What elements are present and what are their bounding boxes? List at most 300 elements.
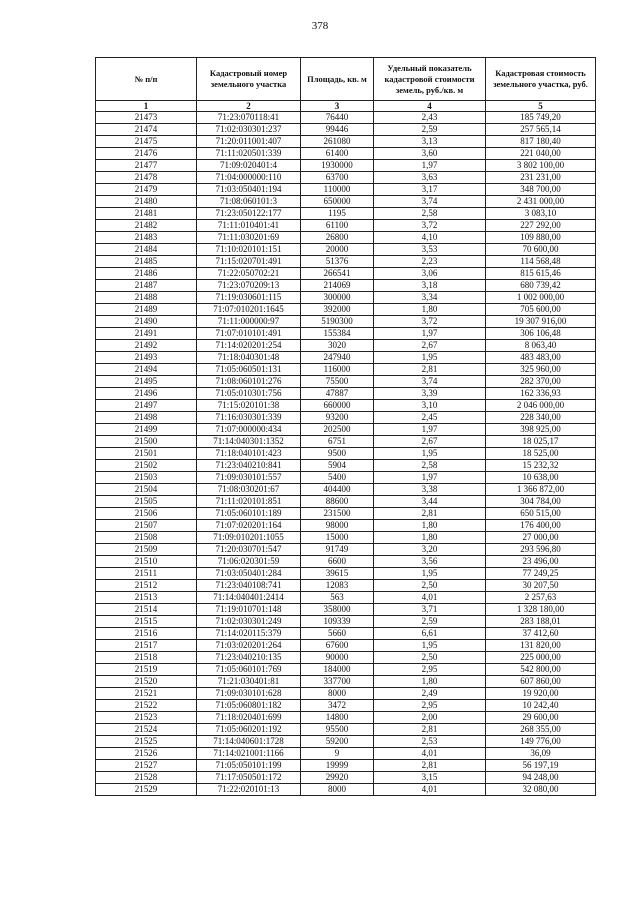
row-number-cell: 21476 <box>96 148 197 160</box>
table-row <box>96 376 596 388</box>
specific-value-cell: 1,97 <box>374 160 486 172</box>
cadastral-value-cell: 817 180,40 <box>486 136 596 148</box>
row-number-cell: 21478 <box>96 172 197 184</box>
table-row <box>96 244 596 256</box>
row-number-cell: 21517 <box>96 640 197 652</box>
row-number-cell: 21512 <box>96 580 197 592</box>
cadastral-number-cell: 71:18:020401:699 <box>197 712 301 724</box>
cadastral-value-cell: 283 188,01 <box>486 616 596 628</box>
specific-value-cell: 3,39 <box>374 388 486 400</box>
header-cadastral-number: Кадастровый номер земельного участка <box>197 58 301 101</box>
table-row <box>96 556 596 568</box>
table-row <box>96 388 596 400</box>
row-number-cell: 21491 <box>96 328 197 340</box>
area-cell: 88600 <box>301 496 374 508</box>
page-number: 378 <box>311 20 329 32</box>
cadastral-value-cell: 325 960,00 <box>486 364 596 376</box>
table-row <box>96 196 596 208</box>
table-row <box>96 448 596 460</box>
table-row <box>96 424 596 436</box>
table-row <box>96 772 596 784</box>
cadastral-value-cell: 282 370,00 <box>486 376 596 388</box>
specific-value-cell: 4,01 <box>374 748 486 760</box>
cadastral-number-cell: 71:05:060501:131 <box>197 364 301 376</box>
cadastral-number-cell: 71:23:040210:135 <box>197 652 301 664</box>
table-row <box>96 268 596 280</box>
specific-value-cell: 2,45 <box>374 412 486 424</box>
row-number-cell: 21502 <box>96 460 197 472</box>
row-number-cell: 21481 <box>96 208 197 220</box>
area-cell: 337700 <box>301 676 374 688</box>
row-number-cell: 21497 <box>96 400 197 412</box>
cadastral-value-cell: 398 925,00 <box>486 424 596 436</box>
area-cell: 109339 <box>301 616 374 628</box>
area-cell: 47887 <box>301 388 374 400</box>
cadastral-number-cell: 71:11:000000:97 <box>197 316 301 328</box>
cadastral-number-cell: 71:14:040601:1728 <box>197 736 301 748</box>
area-cell: 9 <box>301 748 374 760</box>
cadastral-value-cell: 18 025,17 <box>486 436 596 448</box>
area-cell: 8000 <box>301 784 374 796</box>
cadastral-number-cell: 71:17:050501:172 <box>197 772 301 784</box>
cadastral-value-cell: 23 496,00 <box>486 556 596 568</box>
specific-value-cell: 1,95 <box>374 448 486 460</box>
area-cell: 202500 <box>301 424 374 436</box>
cadastral-value-cell: 36,09 <box>486 748 596 760</box>
cadastral-number-cell: 71:05:060101:189 <box>197 508 301 520</box>
table-row <box>96 604 596 616</box>
specific-value-cell: 2,81 <box>374 364 486 376</box>
cadastral-number-cell: 71:20:011001:407 <box>197 136 301 148</box>
specific-value-cell: 1,97 <box>374 424 486 436</box>
specific-value-cell: 4,10 <box>374 232 486 244</box>
specific-value-cell: 3,20 <box>374 544 486 556</box>
row-number-cell: 21529 <box>96 784 197 796</box>
specific-value-cell: 3,10 <box>374 400 486 412</box>
cadastral-value-cell: 77 249,25 <box>486 568 596 580</box>
cadastral-value-cell: 185 749,20 <box>486 112 596 124</box>
row-number-cell: 21496 <box>96 388 197 400</box>
cadastral-value-cell: 8 063,40 <box>486 340 596 352</box>
specific-value-cell: 1,97 <box>374 328 486 340</box>
row-number-cell: 21498 <box>96 412 197 424</box>
specific-value-cell: 2,67 <box>374 340 486 352</box>
area-cell: 63700 <box>301 172 374 184</box>
specific-value-cell: 1,80 <box>374 304 486 316</box>
cadastral-value-cell: 257 565,14 <box>486 124 596 136</box>
area-cell: 61100 <box>301 220 374 232</box>
cadastral-value-cell: 705 600,00 <box>486 304 596 316</box>
table-row <box>96 484 596 496</box>
cadastral-number-cell: 71:07:000000:434 <box>197 424 301 436</box>
specific-value-cell: 3,72 <box>374 316 486 328</box>
cadastral-number-cell: 71:08:060101:276 <box>197 376 301 388</box>
row-number-cell: 21490 <box>96 316 197 328</box>
area-cell: 5190300 <box>301 316 374 328</box>
specific-value-cell: 3,74 <box>374 376 486 388</box>
row-number-cell: 21508 <box>96 532 197 544</box>
area-cell: 39615 <box>301 568 374 580</box>
table-row <box>96 316 596 328</box>
cadastral-number-cell: 71:23:070209:13 <box>197 280 301 292</box>
row-number-cell: 21520 <box>96 676 197 688</box>
specific-value-cell: 1,80 <box>374 520 486 532</box>
row-number-cell: 21501 <box>96 448 197 460</box>
area-cell: 300000 <box>301 292 374 304</box>
cadastral-value-cell: 268 355,00 <box>486 724 596 736</box>
specific-value-cell: 3,13 <box>374 136 486 148</box>
area-cell: 91749 <box>301 544 374 556</box>
table-row <box>96 352 596 364</box>
column-number: 4 <box>374 101 486 112</box>
cadastral-number-cell: 71:05:010301:756 <box>197 388 301 400</box>
specific-value-cell: 4,01 <box>374 784 486 796</box>
row-number-cell: 21489 <box>96 304 197 316</box>
specific-value-cell: 2,53 <box>374 736 486 748</box>
column-number: 2 <box>197 101 301 112</box>
specific-value-cell: 3,38 <box>374 484 486 496</box>
cadastral-number-cell: 71:05:060101:769 <box>197 664 301 676</box>
area-cell: 51376 <box>301 256 374 268</box>
specific-value-cell: 3,63 <box>374 172 486 184</box>
column-number: 1 <box>96 101 197 112</box>
cadastral-number-cell: 71:03:020201:264 <box>197 640 301 652</box>
table-row <box>96 676 596 688</box>
cadastral-number-cell: 71:05:060201:192 <box>197 724 301 736</box>
cadastral-value-cell: 109 880,00 <box>486 232 596 244</box>
table-row <box>96 148 596 160</box>
row-number-cell: 21504 <box>96 484 197 496</box>
table-row <box>96 748 596 760</box>
row-number-cell: 21509 <box>96 544 197 556</box>
cadastral-value-cell: 680 739,42 <box>486 280 596 292</box>
row-number-cell: 21488 <box>96 292 197 304</box>
table-row <box>96 544 596 556</box>
row-number-cell: 21485 <box>96 256 197 268</box>
area-cell: 404400 <box>301 484 374 496</box>
area-cell: 6600 <box>301 556 374 568</box>
table-row <box>96 292 596 304</box>
row-number-cell: 21487 <box>96 280 197 292</box>
area-cell: 26800 <box>301 232 374 244</box>
area-cell: 67600 <box>301 640 374 652</box>
cadastral-number-cell: 71:07:020201:164 <box>197 520 301 532</box>
table-row <box>96 436 596 448</box>
specific-value-cell: 2,50 <box>374 652 486 664</box>
row-number-cell: 21482 <box>96 220 197 232</box>
row-number-cell: 21522 <box>96 700 197 712</box>
cadastral-value-cell: 56 197,19 <box>486 760 596 772</box>
area-cell: 3020 <box>301 340 374 352</box>
specific-value-cell: 2,81 <box>374 760 486 772</box>
cadastral-number-cell: 71:11:020501:339 <box>197 148 301 160</box>
cadastral-value-cell: 176 400,00 <box>486 520 596 532</box>
area-cell: 214069 <box>301 280 374 292</box>
table-row <box>96 496 596 508</box>
specific-value-cell: 2,58 <box>374 208 486 220</box>
specific-value-cell: 3,18 <box>374 280 486 292</box>
cadastral-value-cell: 19 307 916,00 <box>486 316 596 328</box>
specific-value-cell: 3,72 <box>374 220 486 232</box>
row-number-cell: 21526 <box>96 748 197 760</box>
specific-value-cell: 2,00 <box>374 712 486 724</box>
specific-value-cell: 1,95 <box>374 640 486 652</box>
table-row <box>96 760 596 772</box>
cadastral-number-cell: 71:08:060101:3 <box>197 196 301 208</box>
cadastral-value-cell: 221 040,00 <box>486 148 596 160</box>
cadastral-number-cell: 71:23:070118:41 <box>197 112 301 124</box>
cadastral-number-cell: 71:14:021001:1166 <box>197 748 301 760</box>
table-row <box>96 328 596 340</box>
row-number-cell: 21518 <box>96 652 197 664</box>
cadastral-value-cell: 1 328 180,00 <box>486 604 596 616</box>
table-row <box>96 628 596 640</box>
specific-value-cell: 3,34 <box>374 292 486 304</box>
row-number-cell: 21503 <box>96 472 197 484</box>
row-number-cell: 21514 <box>96 604 197 616</box>
header-area: Площадь, кв. м <box>301 58 374 101</box>
table-row <box>96 472 596 484</box>
cadastral-number-cell: 71:06:020301:59 <box>197 556 301 568</box>
row-number-cell: 21477 <box>96 160 197 172</box>
cadastral-number-cell: 71:19:030601:115 <box>197 292 301 304</box>
area-cell: 5660 <box>301 628 374 640</box>
specific-value-cell: 3,44 <box>374 496 486 508</box>
specific-value-cell: 2,43 <box>374 112 486 124</box>
specific-value-cell: 3,74 <box>374 196 486 208</box>
specific-value-cell: 2,59 <box>374 124 486 136</box>
table-row <box>96 304 596 316</box>
table-row <box>96 568 596 580</box>
area-cell: 116000 <box>301 364 374 376</box>
row-number-cell: 21511 <box>96 568 197 580</box>
cadastral-value-cell: 70 600,00 <box>486 244 596 256</box>
specific-value-cell: 1,80 <box>374 532 486 544</box>
cadastral-number-cell: 71:03:050401:284 <box>197 568 301 580</box>
table-row <box>96 220 596 232</box>
table-row <box>96 724 596 736</box>
area-cell: 266541 <box>301 268 374 280</box>
row-number-cell: 21499 <box>96 424 197 436</box>
cadastral-number-cell: 71:08:030201:67 <box>197 484 301 496</box>
cadastral-number-cell: 71:21:030401:81 <box>197 676 301 688</box>
area-cell: 20000 <box>301 244 374 256</box>
header-specific-value: Удельный показатель кадастровой стоимости земель, руб./кв. м <box>374 58 486 101</box>
cadastral-value-cell: 304 784,00 <box>486 496 596 508</box>
table-row <box>96 688 596 700</box>
area-cell: 231500 <box>301 508 374 520</box>
cadastral-value-cell: 94 248,00 <box>486 772 596 784</box>
table-row <box>96 184 596 196</box>
table-row <box>96 700 596 712</box>
table-row <box>96 592 596 604</box>
cadastral-number-cell: 71:10:020101:151 <box>197 244 301 256</box>
cadastral-value-cell: 10 638,00 <box>486 472 596 484</box>
table-row <box>96 532 596 544</box>
row-number-cell: 21527 <box>96 760 197 772</box>
table-row <box>96 736 596 748</box>
column-number: 3 <box>301 101 374 112</box>
area-cell: 99446 <box>301 124 374 136</box>
row-number-cell: 21519 <box>96 664 197 676</box>
row-number-cell: 21505 <box>96 496 197 508</box>
specific-value-cell: 6,61 <box>374 628 486 640</box>
specific-value-cell: 3,06 <box>374 268 486 280</box>
cadastral-number-cell: 71:22:050702:21 <box>197 268 301 280</box>
cadastral-value-cell: 542 800,00 <box>486 664 596 676</box>
table-row <box>96 340 596 352</box>
cadastral-number-cell: 71:05:050101:199 <box>197 760 301 772</box>
area-cell: 660000 <box>301 400 374 412</box>
cadastral-value-cell: 1 002 000,00 <box>486 292 596 304</box>
table-row <box>96 124 596 136</box>
cadastral-value-cell: 607 860,00 <box>486 676 596 688</box>
area-cell: 8000 <box>301 688 374 700</box>
cadastral-number-cell: 71:15:020101:38 <box>197 400 301 412</box>
table-row <box>96 664 596 676</box>
specific-value-cell: 3,53 <box>374 244 486 256</box>
row-number-cell: 21525 <box>96 736 197 748</box>
cadastral-value-cell: 27 000,00 <box>486 532 596 544</box>
row-number-cell: 21484 <box>96 244 197 256</box>
specific-value-cell: 3,71 <box>374 604 486 616</box>
specific-value-cell: 3,56 <box>374 556 486 568</box>
table-row <box>96 460 596 472</box>
table-row <box>96 136 596 148</box>
cadastral-value-cell: 29 600,00 <box>486 712 596 724</box>
table-row <box>96 280 596 292</box>
cadastral-number-cell: 71:11:030201:69 <box>197 232 301 244</box>
row-number-cell: 21492 <box>96 340 197 352</box>
table-row <box>96 112 596 124</box>
specific-value-cell: 1,95 <box>374 568 486 580</box>
cadastral-value-cell: 348 700,00 <box>486 184 596 196</box>
cadastral-number-cell: 71:14:040301:1352 <box>197 436 301 448</box>
row-number-cell: 21494 <box>96 364 197 376</box>
row-number-cell: 21479 <box>96 184 197 196</box>
cadastral-number-cell: 71:19:010701:148 <box>197 604 301 616</box>
area-cell: 59200 <box>301 736 374 748</box>
cadastral-value-cell: 650 515,00 <box>486 508 596 520</box>
row-number-cell: 21528 <box>96 772 197 784</box>
specific-value-cell: 1,95 <box>374 352 486 364</box>
row-number-cell: 21495 <box>96 376 197 388</box>
cadastral-number-cell: 71:15:020701:491 <box>197 256 301 268</box>
table-row <box>96 616 596 628</box>
row-number-cell: 21474 <box>96 124 197 136</box>
cadastral-value-cell: 2 431 000,00 <box>486 196 596 208</box>
area-cell: 392000 <box>301 304 374 316</box>
row-number-cell: 21506 <box>96 508 197 520</box>
area-cell: 247940 <box>301 352 374 364</box>
area-cell: 75500 <box>301 376 374 388</box>
cadastral-value-cell: 225 000,00 <box>486 652 596 664</box>
specific-value-cell: 2,95 <box>374 700 486 712</box>
cadastral-value-cell: 306 106,48 <box>486 328 596 340</box>
specific-value-cell: 1,80 <box>374 676 486 688</box>
specific-value-cell: 2,59 <box>374 616 486 628</box>
specific-value-cell: 3,60 <box>374 148 486 160</box>
cadastral-value-cell: 231 231,00 <box>486 172 596 184</box>
cadastral-value-cell: 2 257,63 <box>486 592 596 604</box>
specific-value-cell: 2,49 <box>374 688 486 700</box>
cadastral-value-cell: 162 336,93 <box>486 388 596 400</box>
row-number-cell: 21475 <box>96 136 197 148</box>
row-number-cell: 21524 <box>96 724 197 736</box>
cadastral-value-cell: 2 046 000,00 <box>486 400 596 412</box>
row-number-cell: 21515 <box>96 616 197 628</box>
table-row <box>96 160 596 172</box>
cadastral-value-cell: 228 340,00 <box>486 412 596 424</box>
area-cell: 29920 <box>301 772 374 784</box>
table-row <box>96 172 596 184</box>
specific-value-cell: 3,15 <box>374 772 486 784</box>
specific-value-cell: 2,67 <box>374 436 486 448</box>
row-number-cell: 21473 <box>96 112 197 124</box>
table-row <box>96 232 596 244</box>
table-row <box>96 640 596 652</box>
row-number-cell: 21513 <box>96 592 197 604</box>
specific-value-cell: 2,58 <box>374 460 486 472</box>
row-number-cell: 21486 <box>96 268 197 280</box>
area-cell: 563 <box>301 592 374 604</box>
table-row <box>96 520 596 532</box>
cadastral-value-cell: 15 232,32 <box>486 460 596 472</box>
cadastral-number-cell: 71:07:010201:1645 <box>197 304 301 316</box>
cadastral-value-cell: 10 242,40 <box>486 700 596 712</box>
column-number: 5 <box>486 101 596 112</box>
area-cell: 5400 <box>301 472 374 484</box>
area-cell: 76440 <box>301 112 374 124</box>
table-row <box>96 712 596 724</box>
row-number-cell: 21480 <box>96 196 197 208</box>
area-cell: 184000 <box>301 664 374 676</box>
cadastral-number-cell: 71:09:020401:4 <box>197 160 301 172</box>
specific-value-cell: 4,01 <box>374 592 486 604</box>
table-header-row <box>96 58 596 101</box>
cadastral-number-cell: 71:07:010101:491 <box>197 328 301 340</box>
cadastral-number-cell: 71:05:060801:182 <box>197 700 301 712</box>
header-row-number: № п/п <box>96 58 197 101</box>
cadastral-number-cell: 71:11:010401:41 <box>197 220 301 232</box>
column-number-row <box>96 101 596 112</box>
specific-value-cell: 2,23 <box>374 256 486 268</box>
cadastral-number-cell: 71:18:040101:423 <box>197 448 301 460</box>
row-number-cell: 21493 <box>96 352 197 364</box>
area-cell: 98000 <box>301 520 374 532</box>
specific-value-cell: 2,50 <box>374 580 486 592</box>
cadastral-value-cell: 483 483,00 <box>486 352 596 364</box>
cadastral-number-cell: 71:14:020201:254 <box>197 340 301 352</box>
area-cell: 12083 <box>301 580 374 592</box>
cadastral-number-cell: 71:16:030301:339 <box>197 412 301 424</box>
cadastral-number-cell: 71:23:040210:841 <box>197 460 301 472</box>
table-row <box>96 784 596 796</box>
area-cell: 93200 <box>301 412 374 424</box>
area-cell: 95500 <box>301 724 374 736</box>
specific-value-cell: 2,81 <box>374 508 486 520</box>
cadastral-value-cell: 815 615,46 <box>486 268 596 280</box>
table-row <box>96 412 596 424</box>
specific-value-cell: 3,17 <box>374 184 486 196</box>
cadastral-number-cell: 71:14:040401:2414 <box>197 592 301 604</box>
area-cell: 110000 <box>301 184 374 196</box>
cadastral-value-cell: 30 207,50 <box>486 580 596 592</box>
specific-value-cell: 2,81 <box>374 724 486 736</box>
area-cell: 1930000 <box>301 160 374 172</box>
cadastral-number-cell: 71:11:020101:851 <box>197 496 301 508</box>
cadastral-value-cell: 3 083,10 <box>486 208 596 220</box>
